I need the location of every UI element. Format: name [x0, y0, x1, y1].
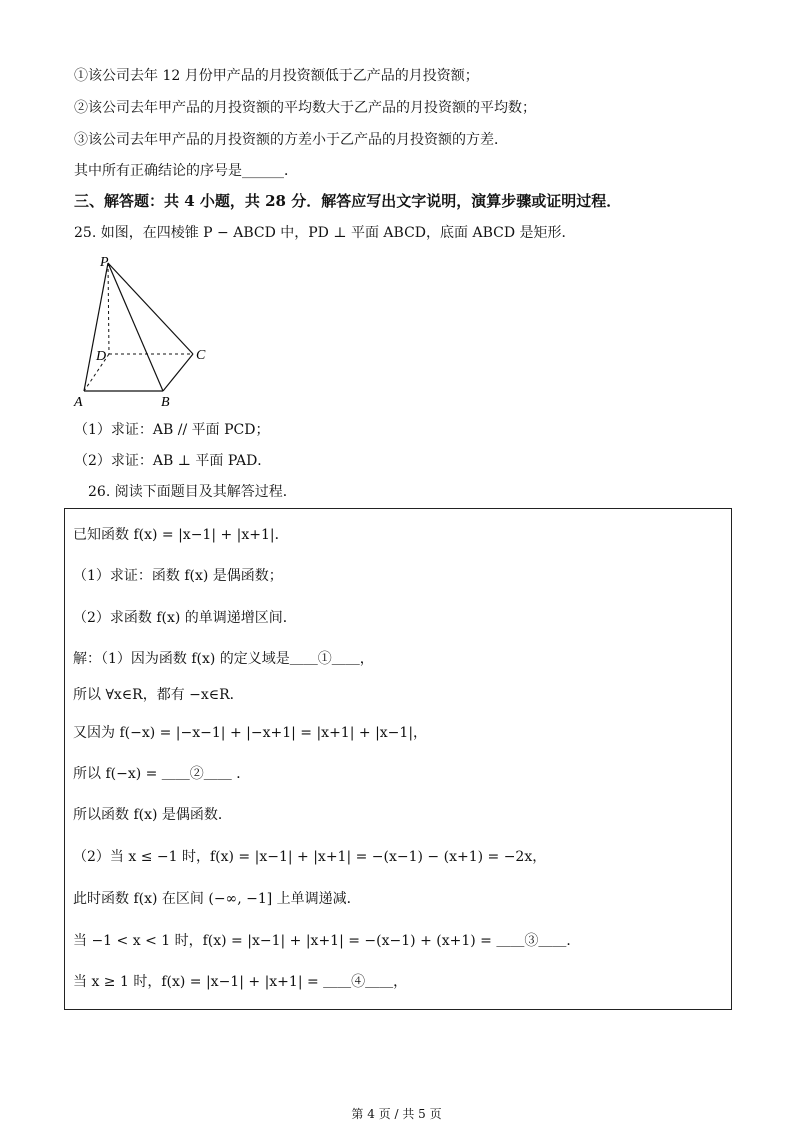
box-line: 当 −1 < x < 1 时，f(x) = |x−1| + |x+1| = −(x−1) + (x+1) = ＿＿③＿＿．: [73, 933, 581, 949]
q25-part2: （2）求证：AB ⊥ 平面 PAD．: [74, 453, 272, 469]
box-line: 所以 f(−x) = ＿＿②＿＿ ．: [73, 766, 251, 782]
box-line: （2）当 x ≤ −1 时，f(x) = |x−1| + |x+1| = −(x−1) − (x+1) = −2x，: [73, 849, 547, 865]
box-line: 当 x ≥ 1 时，f(x) = |x−1| + |x+1| = ＿＿④＿＿，: [73, 974, 408, 990]
statement-2: ②该公司去年甲产品的月投资额的平均数大于乙产品的月投资额的平均数；: [74, 100, 536, 116]
box-line: 所以 ∀x∈R，都有 −x∈R．: [73, 687, 244, 703]
q25-part1: （1）求证：AB // 平面 PCD；: [74, 422, 270, 438]
box-line: 解：（1）因为函数 f(x) 的定义域是＿＿①＿＿，: [73, 651, 374, 667]
pyramid-figure: [70, 252, 220, 412]
statement-1: ①该公司去年 12 月份甲产品的月投资额低于乙产品的月投资额；: [74, 68, 479, 84]
box-line: （1）求证：函数 f(x) 是偶函数；: [73, 568, 283, 584]
label-A: A: [74, 395, 83, 410]
page-footer: 第 4 页 / 共 5 页: [351, 1107, 442, 1121]
label-P: P: [100, 255, 109, 270]
box-line: 所以函数 f(x) 是偶函数．: [73, 807, 232, 823]
edge-PA: [84, 263, 108, 391]
edge-BC: [163, 354, 193, 391]
q26-solution-box: [64, 508, 732, 1010]
box-line: 又因为 f(−x) = |−x−1| + |−x+1| = |x+1| + |x−1|，: [73, 725, 428, 741]
statement-3: ③该公司去年甲产品的月投资额的方差小于乙产品的月投资额的方差．: [74, 132, 508, 148]
q25-stem: 25. 如图，在四棱锥 P − ABCD 中，PD ⊥ 平面 ABCD，底面 ABCD 是矩形．: [74, 225, 576, 241]
edge-PB: [108, 263, 163, 391]
edge-PD: [108, 263, 109, 354]
q26-stem: 26. 阅读下面题目及其解答过程．: [88, 484, 297, 500]
answer-prompt: 其中所有正确结论的序号是______．: [74, 163, 298, 179]
label-C: C: [196, 348, 206, 363]
edge-PC: [108, 263, 193, 354]
box-line: 已知函数 f(x) = |x−1| + |x+1|．: [73, 527, 289, 543]
box-line: （2）求函数 f(x) 的单调递增区间．: [73, 610, 297, 626]
section-heading: 三、解答题：共 4 小题，共 28 分．解答应写出文字说明，演算步骤或证明过程．: [74, 192, 622, 210]
label-B: B: [161, 395, 170, 410]
box-line: 此时函数 f(x) 在区间 (−∞, −1] 上单调递减．: [73, 891, 361, 907]
label-D: D: [96, 349, 107, 364]
